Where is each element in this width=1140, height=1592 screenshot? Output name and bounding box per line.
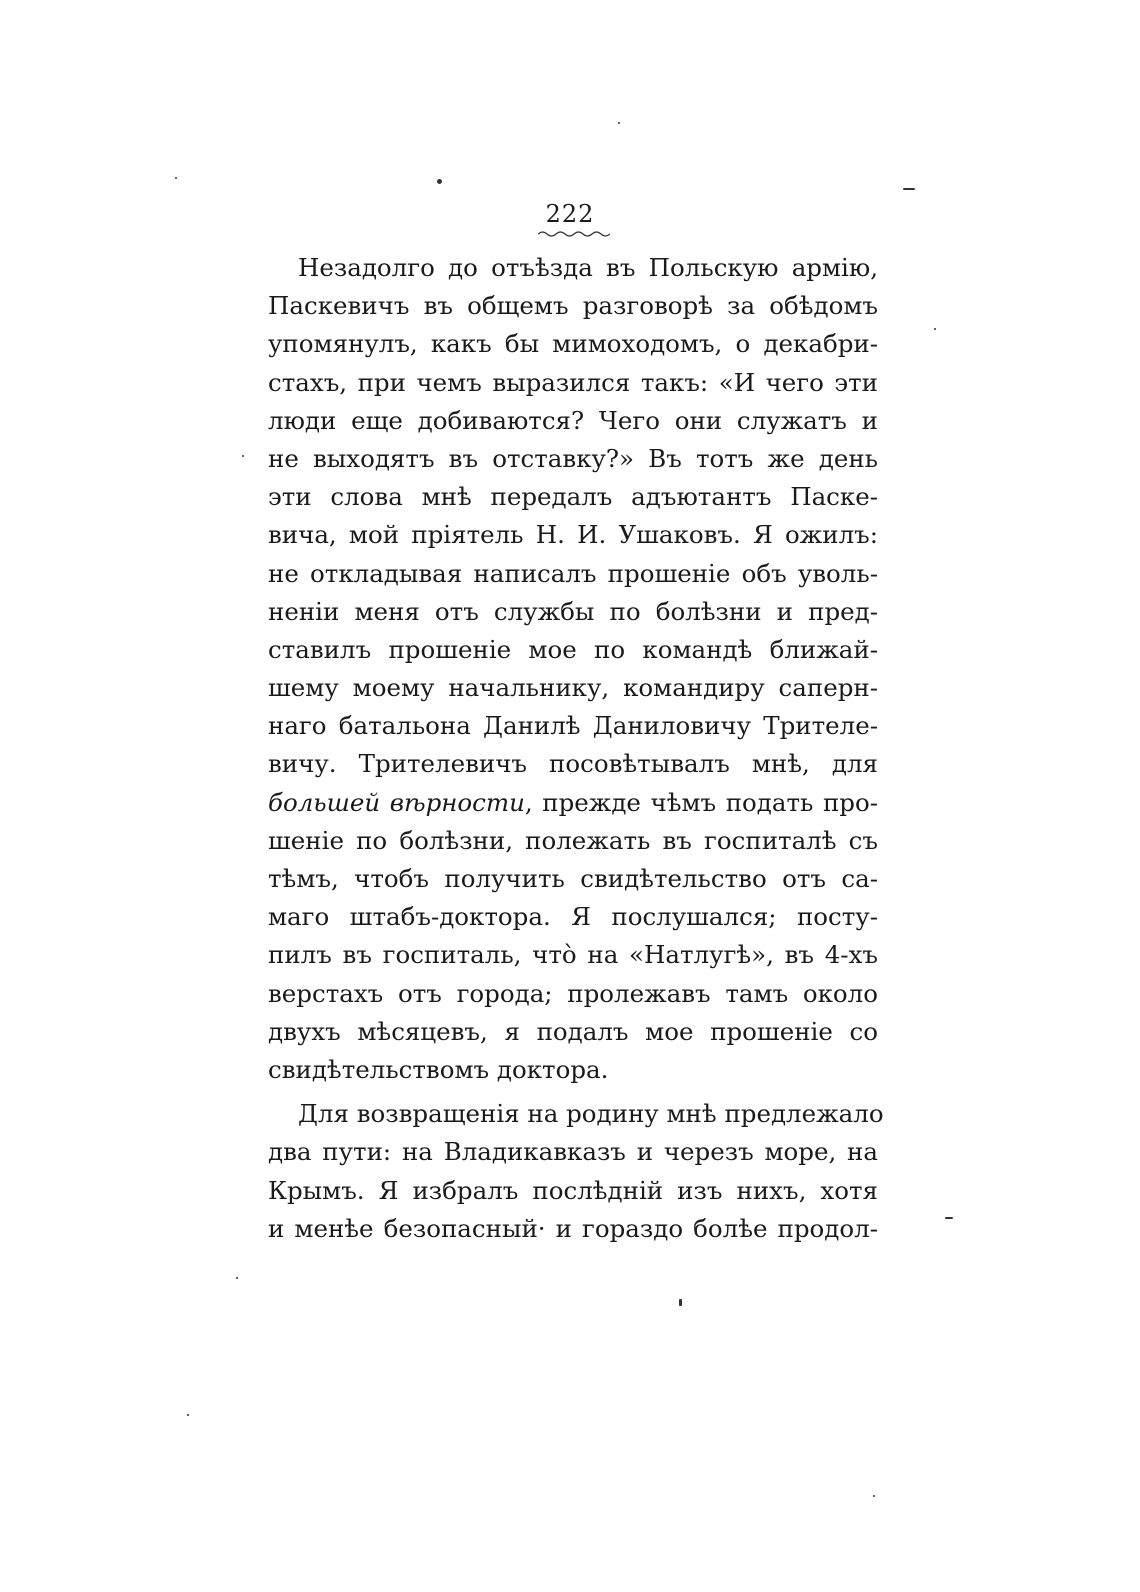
text-line: маго штабъ-доктора. Я послушался; посту- bbox=[268, 902, 878, 932]
scan-speck bbox=[236, 1277, 238, 1279]
page-number-underline-ornament bbox=[538, 229, 610, 239]
body-text bbox=[268, 249, 884, 1248]
text-line: и менѣе безопасный· и гораздо болѣе продол- bbox=[268, 1213, 878, 1243]
scan-speck bbox=[187, 1414, 189, 1416]
paragraph-2 bbox=[268, 1095, 884, 1248]
text-line: верстахъ отъ города; пролежавъ тамъ около bbox=[268, 978, 878, 1008]
text-line: вичу. Трителевичъ посовѣтывалъ мнѣ, для bbox=[268, 749, 878, 779]
text-line: стахъ, при чемъ выразился такъ: «И чего эти bbox=[268, 367, 878, 397]
italic-emphasis: большей вѣрности bbox=[268, 787, 525, 817]
text-fragment: , прежде чѣмъ подать про- bbox=[524, 787, 878, 817]
text-line: свидѣтельствомъ доктора. bbox=[268, 1054, 609, 1084]
paragraph-1 bbox=[268, 249, 878, 1089]
text-line: шеніе по болѣзни, полежать въ госпиталѣ съ bbox=[268, 825, 878, 855]
text-line: наго батальона Данилѣ Даниловичу Трителе- bbox=[268, 711, 878, 741]
text-line: эти слова мнѣ передалъ адъютантъ Паске- bbox=[268, 482, 878, 512]
text-line: Крымъ. Я избралъ послѣдній изъ нихъ, хотя bbox=[268, 1175, 878, 1205]
text-line-with-italic bbox=[268, 784, 878, 822]
text-line: вича, мой пріятель Н. И. Ушаковъ. Я ожилъ: bbox=[268, 520, 878, 550]
text-line: Паскевичъ въ общемъ разговорѣ за обѣдомъ bbox=[268, 291, 878, 321]
text-line: шему моему начальнику, командиру саперн- bbox=[268, 673, 878, 703]
text-line: не выходятъ въ отставку?» Въ тотъ же день bbox=[268, 443, 878, 473]
scan-speck bbox=[679, 1299, 682, 1306]
text-line: Для возвращенія на родину мнѣ предлежало bbox=[298, 1099, 884, 1129]
scan-speck bbox=[945, 1217, 953, 1219]
text-line: двухъ мѣсяцевъ, я подалъ мое прошеніе со bbox=[268, 1016, 878, 1046]
scan-speck bbox=[242, 455, 244, 457]
text-line: не откладывая написалъ прошеніе объ уволь- bbox=[268, 558, 878, 588]
text-line: ставилъ прошеніе мое по командѣ ближай- bbox=[268, 634, 878, 664]
scan-speck bbox=[873, 1495, 875, 1497]
text-line: тѣмъ, чтобъ получить свидѣтельство отъ са- bbox=[268, 864, 878, 893]
page-number: 222 bbox=[545, 200, 595, 228]
scan-speck bbox=[437, 179, 442, 184]
text-line: упомянулъ, какъ бы мимоходомъ, о декабри- bbox=[268, 329, 878, 359]
text-line: неніи меня отъ службы по болѣзни и пред- bbox=[268, 596, 878, 626]
scan-speck bbox=[618, 122, 620, 124]
scan-speck bbox=[903, 188, 915, 190]
text-line: люди еще добиваются? Чего они служатъ и bbox=[268, 405, 878, 435]
scan-speck bbox=[934, 328, 936, 330]
text-line: Незадолго до отъѣзда въ Польскую армію, bbox=[298, 253, 878, 282]
text-line: два пути: на Владикавказъ и черезъ море, на bbox=[268, 1137, 878, 1167]
text-line: пилъ въ госпиталь, что̀ на «Натлугѣ», въ 4-хъ bbox=[268, 940, 878, 970]
scan-speck bbox=[175, 177, 177, 179]
